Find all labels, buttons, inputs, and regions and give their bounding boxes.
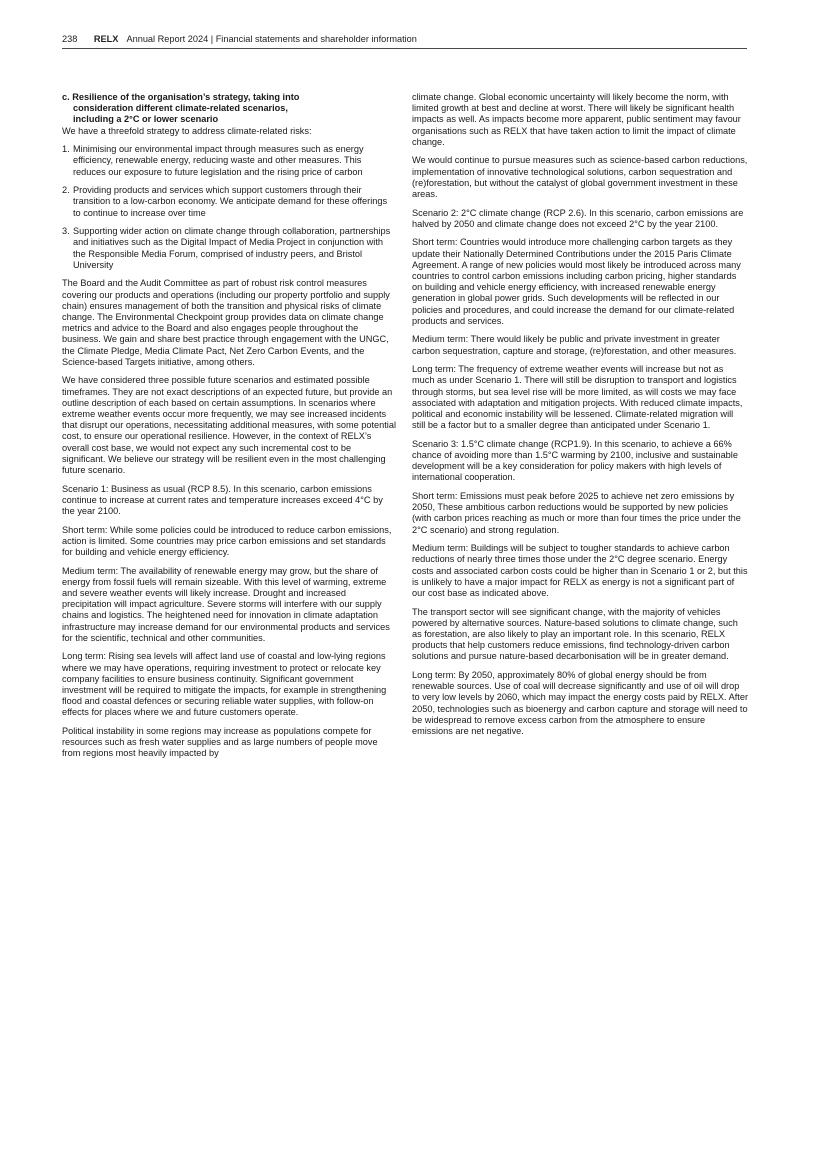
strategy-list-item <box>62 185 396 219</box>
section-heading-line: c. Resilience of the organisation’s strategy, taking into <box>62 92 300 102</box>
right-column <box>412 92 748 745</box>
list-text: Providing products and services which support customers through their transition to a low-carbon economy. We anticipate demand for these offerings to continue to increase over time <box>73 185 388 218</box>
body-paragraph: Long term: By 2050, approximately 80% of global energy should be from renewable sources. Use of coal will decrease significantly and use of oil will drop to very low levels by 2060, which may impact the energy costs paid by RELX. After 2050, technologies such as bioenergy and carbon capture and storage will need to be widespread to remove excess carbon from the atmosphere to ensure emissions are net negative. <box>412 670 749 737</box>
strategy-list-item <box>62 144 396 178</box>
left-column <box>62 92 396 767</box>
brand-name: RELX <box>93 34 119 44</box>
strategy-intro: We have a threefold strategy to address climate-related risks: <box>62 125 312 136</box>
body-paragraph: Political instability in some regions may increase as populations compete for resources such as fresh water supplies and as large numbers of people move from regions most heavily impacted by <box>62 726 378 759</box>
body-paragraph: The transport sector will see significant change, with the majority of vehicles powered by alternative sources. Nature-based solutions to climate change, such as forestation, are also likely to play an important role. In this scenario, RELX products that help customers reduce emissions, find technology-driven carbon solutions and pursue nature-based decarbonisation will be in greater demand. <box>412 606 738 662</box>
body-paragraph: Medium term: Buildings will be subject to tougher standards to achieve carbon reductions of nearly three times those under the 2°C degree scenario. Energy costs and associated carbon costs could be higher than in Scenario 1 or 2, but this is unlikely to have a major impact for RELX as energy is not a significant part of our cost base as indicated above. <box>412 543 748 599</box>
body-paragraph: Short term: Countries would introduce more challenging carbon targets as they update their Nationally Determined Contributions under the 2015 Paris Climate Agreement. A range of new policies would most likely be introduced across many countries to control carbon emissions including carbon pricing, higher standards on building and vehicle energy efficiency, with increased renewable energy generation in global power grids. Such developments will be reflected in our policies and procedures, and could increase the demand for our climate-related products and services. <box>412 237 741 326</box>
header-divider <box>62 48 747 49</box>
header-title: Annual Report 2024 | Financial statements and shareholder information <box>126 34 417 44</box>
list-text: Supporting wider action on climate change through collaboration, partnerships and initiatives such as the Digital Impact of Media Project in conjunction with the Responsible Media Forum, comprised of industry peers, and Bristol University <box>73 226 391 270</box>
body-paragraph: Medium term: There would likely be public and private investment in greater carbon sequestration, capture and storage, (re)forestation, and other measures. <box>412 334 737 356</box>
strategy-list-item <box>62 226 396 271</box>
scenario-2-paragraph: Scenario 2: 2°C climate change (RCP 2.6). In this scenario, carbon emissions are halved by 2050 and climate change does not exceed 2°C by the year 2100. <box>412 207 744 229</box>
list-number: 3. <box>62 226 70 237</box>
body-paragraph: Medium term: The availability of renewable energy may grow, but the share of energy from fossil fuels will remain sizeable. With this level of warming, extreme and severe weather events will likely increase. Drought and increased precipitation will impact agriculture. Severe storms will interfere with our supply chains and logistics. The heightened need for innovation in climate adaptation infrastructure may increase demand for our environmental products and services for the scientific, technical and other communities. <box>62 565 390 643</box>
page-number: 238 <box>62 34 78 44</box>
body-paragraph: We would continue to pursue measures such as science-based carbon reductions, implementation of innovative technological solutions, carbon sequestration and (re)forestation, but without the catalyst of global government investment in these areas. <box>412 155 748 200</box>
body-paragraph: Short term: Emissions must peak before 2025 to achieve net zero emissions by 2050, These ambitious carbon reductions would be supported by new policies (with carbon prices reaching as much or more than four times the price under the 2°C scenario) and strong regulation. <box>412 491 741 535</box>
body-paragraph: We have considered three possible future scenarios and estimated possible timeframes. They are not exact descriptions of an expected future, but provide an outline description of each based on certain assumptions. In scenarios where extreme weather events occur more frequently, we may see increased incidents that disrupt our operations, necessitating additional measures, with some potential cost, to ensure our operational resilience. However, in the context of RELX’s overall cost base, we would not expect any such incremental cost to be significant. We believe our strategy will be resilient even in the most challenging future scenario. <box>62 375 397 476</box>
list-number: 1. <box>62 144 70 155</box>
scenario-1-paragraph: Scenario 1: Business as usual (RCP 8.5). In this scenario, carbon emissions continue to increase at current rates and temperature increases exceed 4°C by the year 2100. <box>62 483 383 517</box>
list-text: Minimising our environmental impact through measures such as energy efficiency, renewable energy, reducing waste and other measures. This reduces our exposure to future legislation and the rising price of carbon <box>73 144 364 177</box>
body-paragraph: Long term: The frequency of extreme weather events will increase but not as much as under Scenario 1. There will still be disruption to transport and logistics through storms, but sea level rise will be more limited, as will costs we may face associated with adaptation and mitigation projects. With reduced climate impacts, political and economic instability will be lessened. Climate-related migration will still be a factor but to a smaller degree than anticipated under Scenario 1. <box>412 364 743 431</box>
scenario-3-paragraph: Scenario 3: 1.5°C climate change (RCP1.9). In this scenario, to achieve a 66% chance of avoiding more than 1.5°C warming by 2100, inclusive and sustainable development will be a key consideration for policy makers with high levels of international cooperation. <box>412 438 738 483</box>
list-number: 2. <box>62 185 70 196</box>
body-paragraph: The Board and the Audit Committee as part of robust risk control measures covering our products and operations (including our property portfolio and supply chain) ensures management of both the transition and physical risks of climate change. The Environmental Checkpoint group provides data on climate change metrics and advice to the Board and also engages people throughout the business. We gain and share best practice through engagement with the UNGC, the Climate Pledge, Media Climate Pact, Net Zero Carbon Events, and the Science-based Targets initiative, among others. <box>62 278 390 367</box>
strategy-list <box>62 144 396 271</box>
body-paragraph: Long term: Rising sea levels will affect land use of coastal and low-lying regions where we may have operations, requiring investment to protect or relocate key company facilities to ensure business continuity. Significant government investment will be required to mitigate the impacts, for example in strengthening flood and coastal defences or securing reliable water supplies, with follow-on effects for places where we and future customers operate. <box>62 651 387 718</box>
section-heading-line: including a 2°C or lower scenario <box>73 114 219 125</box>
body-paragraph: Short term: While some policies could be introduced to reduce carbon emissions, action is limited. Some countries may price carbon emissions and set standards for building and vehicle energy efficiency. <box>62 524 392 558</box>
section-heading <box>62 92 396 126</box>
body-paragraph: climate change. Global economic uncertainty will likely become the norm, with limited growth at best and decline at worst. There will likely be significant health impacts as well. As impacts become more apparent, public sentiment may favour organisations such as RELX that have taken action to limit the impact of climate change. <box>412 92 741 147</box>
section-heading-line: consideration different climate-related scenarios, <box>73 103 288 114</box>
